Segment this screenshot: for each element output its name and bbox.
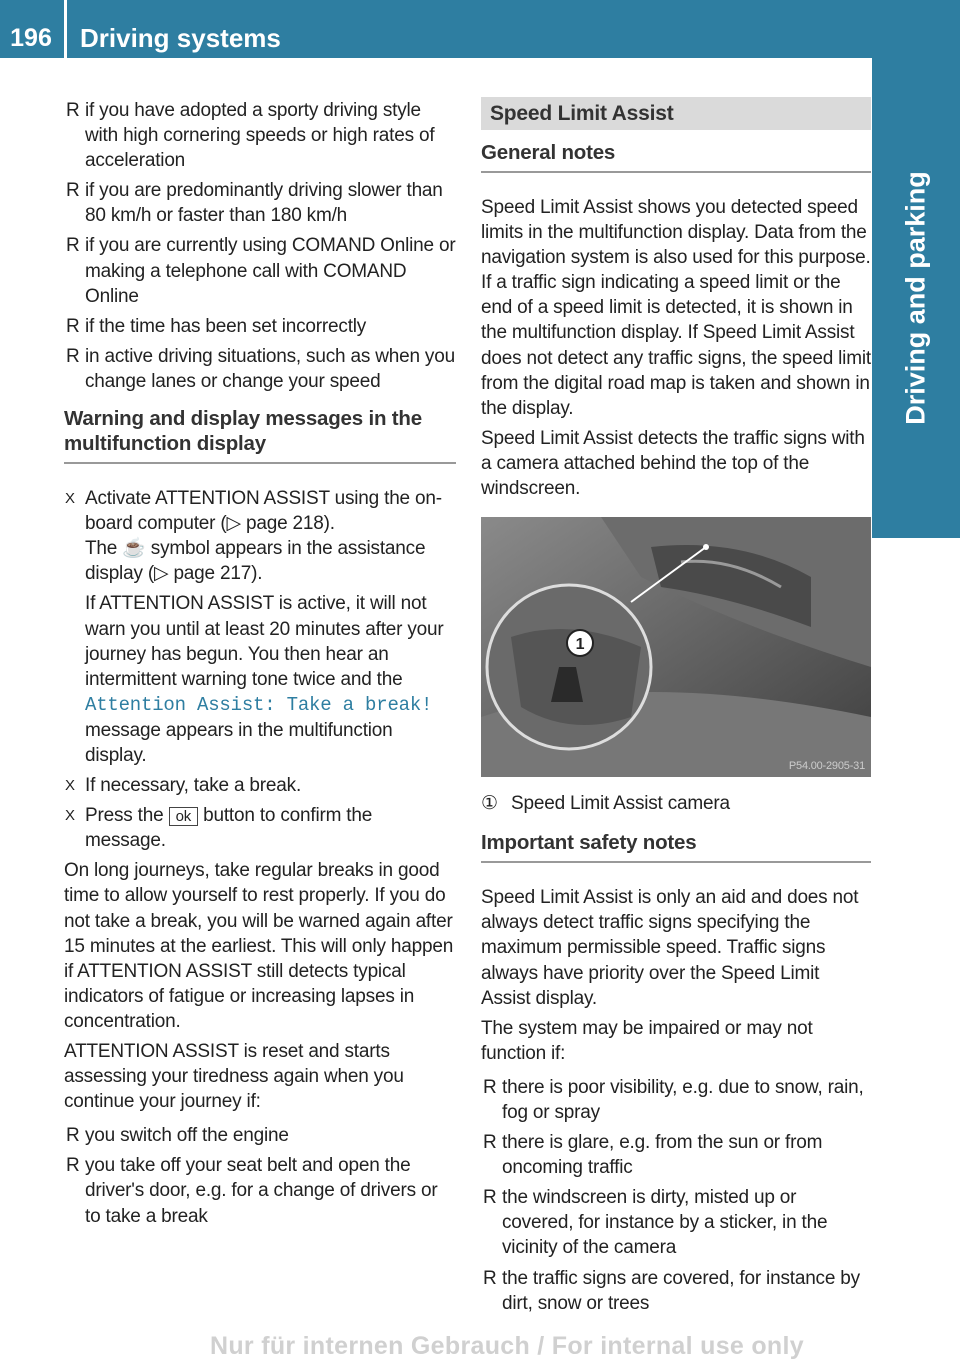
- image-caption: ① Speed Limit Assist camera: [481, 791, 871, 816]
- camera-illustration: [481, 517, 871, 777]
- ok-button-icon: ok: [169, 807, 198, 826]
- paragraph: ATTENTION ASSIST is reset and starts assessing your tiredness again when you continue your journey if:: [64, 1041, 404, 1113]
- section-heading: Warning and display messages in the multifunction display: [64, 406, 456, 464]
- paragraph: The system may be impaired or may not function if:: [481, 1017, 813, 1064]
- list-item: R if you are predominantly driving slower than 80 km/h or faster than 180 km/h: [66, 180, 443, 227]
- bullet-marker: R: [483, 1076, 497, 1098]
- left-column: [64, 98, 456, 1234]
- bullet-marker: R: [66, 345, 80, 367]
- paragraph: On long journeys, take regular breaks in good time to allow yourself to rest properly. If you do not take a break, you will be warned again after 15 minutes at the earliest. This will only happen if ATTENTION ASSIST still detects typical indicators of fatigue or increasing lapses in concentration.: [64, 860, 454, 1032]
- section-title: Driving systems: [80, 23, 281, 53]
- step-marker-icon: X: [65, 490, 75, 508]
- display-message: Attention Assist: Take a break!: [85, 693, 433, 716]
- camera-photo: [481, 517, 871, 777]
- header-divider: [64, 0, 67, 58]
- chapter-band: Speed Limit Assist: [481, 97, 871, 130]
- bullet-marker: R: [66, 180, 80, 202]
- instruction-step: X Press the ok button to confirm the message.: [65, 805, 373, 852]
- paragraph: Speed Limit Assist shows you detected speed limits in the multifunction display. Data from the navigation system is also used for this purpose. If a traffic sign indicating a speed limit or the end of a speed limit is detected, it is shown in the multifunction display. If Speed Limit Assist does not detect any traffic signs, the speed limit from the digital road map is taken and shown in the display.: [481, 197, 871, 419]
- list-item: R if the time has been set incorrectly: [64, 314, 456, 339]
- page-number: 196: [10, 24, 52, 52]
- bullet-marker: R: [483, 1132, 497, 1154]
- list-item: R if you have adopted a sporty driving style with high cornering speeds or high rates of acceleration: [66, 100, 435, 172]
- image-code: P54.00-2905-31: [788, 760, 865, 773]
- list-item: R the windscreen is dirty, misted up or covered, for instance by a sticker, in the vicinity of the camera: [483, 1187, 828, 1259]
- bullet-marker: R: [66, 1155, 80, 1177]
- bullet-marker: R: [66, 1125, 80, 1147]
- list-item: R you switch off the engine: [64, 1123, 456, 1148]
- page-header: [0, 0, 960, 58]
- step-marker-icon: X: [65, 777, 75, 795]
- step-marker-icon: X: [65, 807, 75, 825]
- bullet-marker: R: [483, 1187, 497, 1209]
- instruction-step: X Activate ATTENTION ASSIST using the on-board computer (▷ page 218). The ☕ symbol appears in the assistance display (▷ page 217). If ATTENTION ASSIST is active, it will not warn you until at least 20 minutes after your journey has begun. You then hear an intermittent warning tone twice and the Attention Assist: Take a break! message appears in the multifunction display.: [65, 488, 444, 766]
- paragraph: Speed Limit Assist detects the traffic signs with a camera attached behind the top of the windscreen.: [481, 427, 865, 500]
- list-item: R there is poor visibility, e.g. due to snow, rain, fog or spray: [483, 1076, 864, 1123]
- callout-1-marker: ①: [481, 793, 498, 815]
- side-tab-label: Driving and parking: [900, 171, 931, 425]
- bullet-marker: R: [66, 235, 80, 257]
- list-item: R if you are currently using COMAND Online or making a telephone call with COMAND Online: [66, 235, 456, 307]
- list-item: R the traffic signs are covered, for instance by dirt, snow or trees: [483, 1267, 860, 1314]
- paragraph: Speed Limit Assist is only an aid and does not always detect traffic signs specifying the maximum permissible speed. Traffic signs always have priority over the Speed Limit Assist display.: [481, 887, 859, 1009]
- bullet-marker: R: [483, 1267, 497, 1289]
- bullet-marker: R: [66, 100, 80, 121]
- list-item: R in active driving situations, such as when you change lanes or change your speed: [66, 345, 455, 392]
- section-heading: Important safety notes: [481, 830, 871, 863]
- page-ref-link[interactable]: ▷ page 218: [226, 513, 324, 535]
- callout-number: 1: [575, 636, 585, 654]
- right-column: [481, 97, 871, 1321]
- list-item: R you take off your seat belt and open the driver's door, e.g. for a change of drivers or to take a break: [66, 1155, 438, 1227]
- list-item: R there is glare, e.g. from the sun or from oncoming traffic: [483, 1132, 823, 1179]
- side-tab: [872, 58, 960, 538]
- instruction-step: X If necessary, take a break.: [64, 773, 456, 798]
- section-heading: General notes: [481, 140, 871, 173]
- page-ref-link[interactable]: ▷ page 217: [153, 563, 252, 585]
- bullet-marker: R: [66, 315, 80, 337]
- coffee-cup-icon: ☕: [122, 538, 146, 560]
- internal-use-footer: Nur für internen Gebrauch / For internal use only: [210, 1332, 804, 1360]
